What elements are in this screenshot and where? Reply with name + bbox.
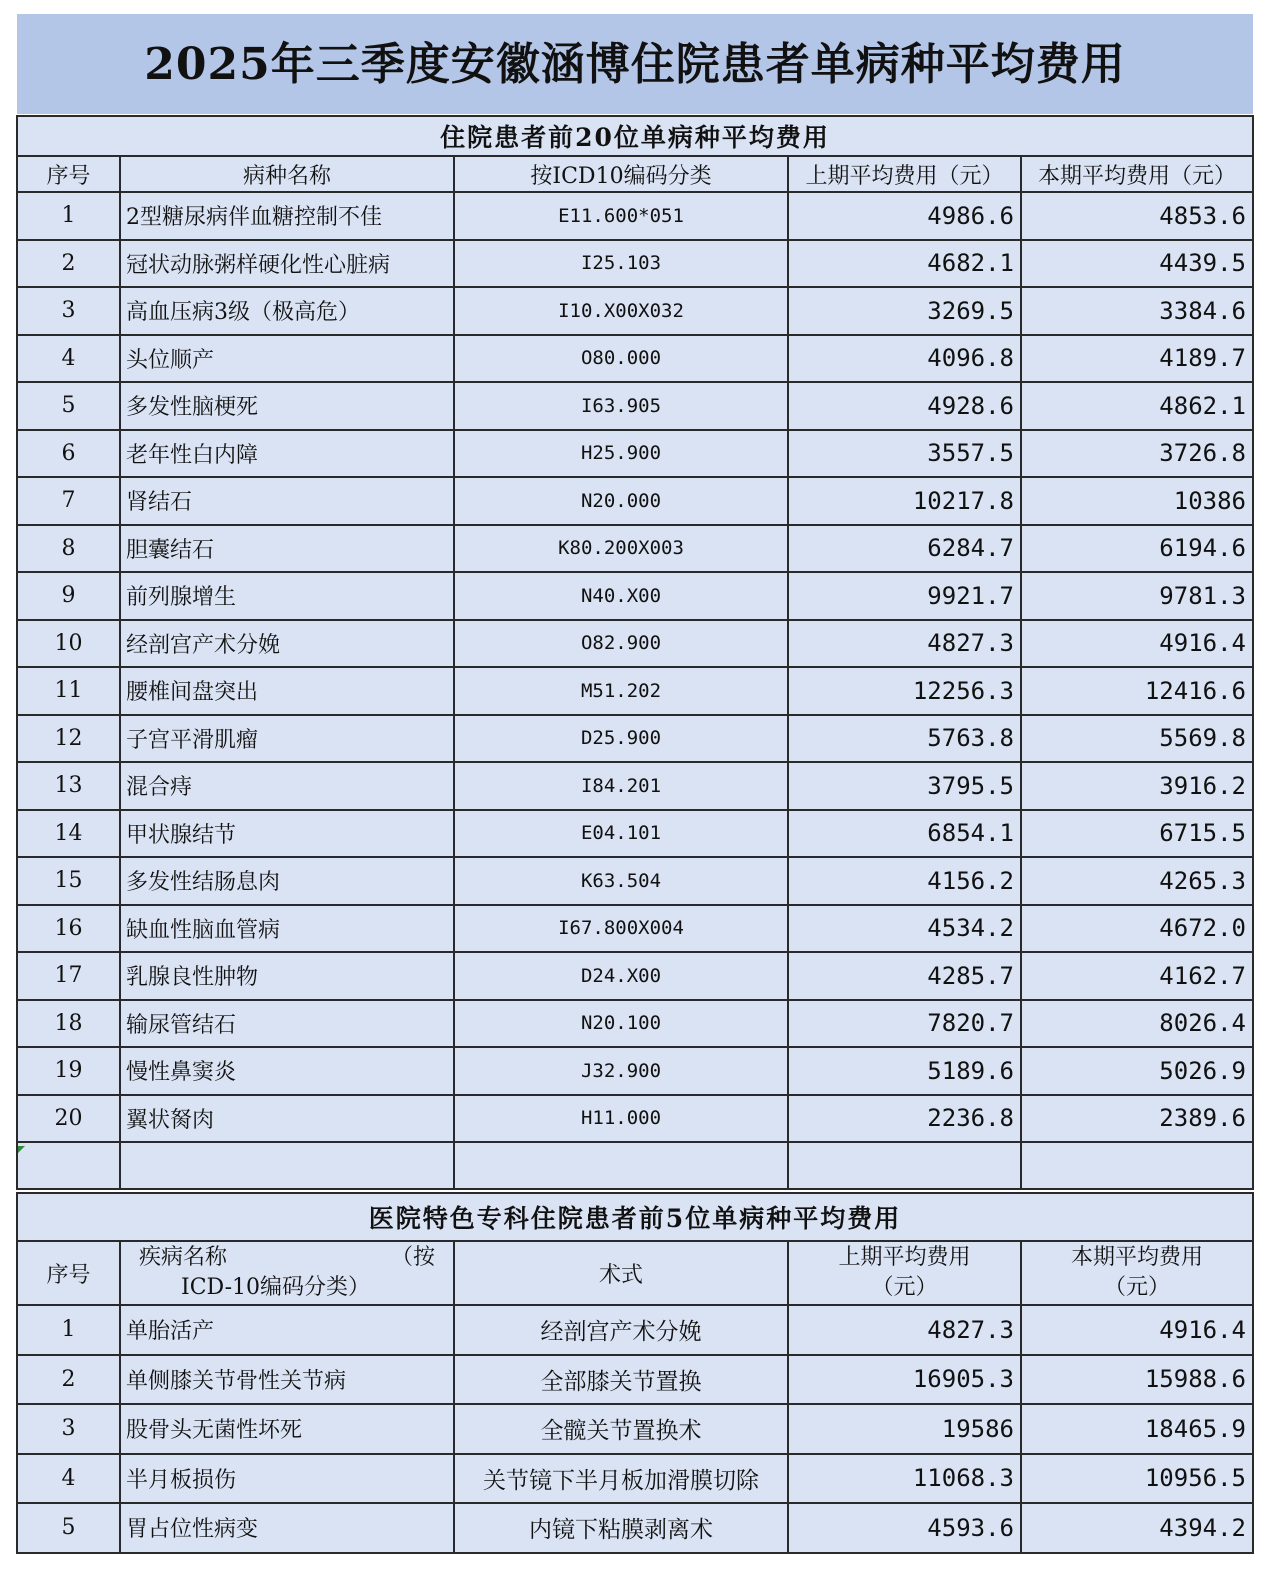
prev-avg-cost: 4928.6 [788, 382, 1021, 430]
curr-avg-cost: 2389.6 [1021, 1095, 1253, 1143]
table-row [17, 1047, 1253, 1095]
prev-avg-cost: 3795.5 [788, 762, 1021, 810]
table-row [17, 1503, 1253, 1553]
table-row [17, 1454, 1253, 1504]
row-index: 19 [17, 1047, 120, 1095]
icd10-code: D24.X00 [454, 952, 788, 1000]
disease-name: 混合痔 [120, 762, 454, 810]
table-row [17, 715, 1253, 763]
table-row [17, 1095, 1253, 1143]
col-header-curr-cost: 本期平均费用（元） [1021, 156, 1253, 192]
curr-avg-cost: 4862.1 [1021, 382, 1253, 430]
disease-name: 翼状胬肉 [120, 1095, 454, 1143]
disease-name: 头位顺产 [120, 335, 454, 383]
col-header-index: 序号 [17, 1241, 120, 1305]
curr-avg-cost: 4853.6 [1021, 192, 1253, 240]
col-header-disease-name-suffix: （按 [390, 1245, 435, 1270]
prev-avg-cost: 4096.8 [788, 335, 1021, 383]
table-row [17, 572, 1253, 620]
disease-name: 腰椎间盘突出 [120, 667, 454, 715]
curr-avg-cost: 15988.6 [1021, 1355, 1253, 1405]
prev-avg-cost: 6284.7 [788, 525, 1021, 573]
row-index: 18 [17, 1000, 120, 1048]
table-row [17, 240, 1253, 288]
curr-avg-cost: 4265.3 [1021, 857, 1253, 905]
table-row [17, 762, 1253, 810]
disease-name: 甲状腺结节 [120, 810, 454, 858]
disease-name: 多发性脑梗死 [120, 382, 454, 430]
prev-avg-cost: 4827.3 [788, 620, 1021, 668]
row-index: 2 [17, 240, 120, 288]
prev-avg-cost: 16905.3 [788, 1355, 1021, 1405]
row-index: 7 [17, 477, 120, 525]
row-index: 3 [17, 1404, 120, 1454]
col-header-curr-cost [1021, 1241, 1253, 1305]
icd10-code: H11.000 [454, 1095, 788, 1143]
table-row [17, 857, 1253, 905]
table-row [17, 905, 1253, 953]
prev-avg-cost: 5189.6 [788, 1047, 1021, 1095]
col-header-icd10-code: 按ICD10编码分类 [454, 156, 788, 192]
prev-avg-cost: 19586 [788, 1404, 1021, 1454]
icd10-code: D25.900 [454, 715, 788, 763]
curr-avg-cost: 4672.0 [1021, 905, 1253, 953]
empty-cell [17, 1142, 120, 1189]
prev-avg-cost: 6854.1 [788, 810, 1021, 858]
col-header-prev-cost [788, 1241, 1021, 1305]
row-index: 17 [17, 952, 120, 1000]
prev-avg-cost: 5763.8 [788, 715, 1021, 763]
row-index: 4 [17, 1454, 120, 1504]
prev-avg-cost: 2236.8 [788, 1095, 1021, 1143]
prev-avg-cost: 4593.6 [788, 1503, 1021, 1553]
prev-avg-cost: 4827.3 [788, 1305, 1021, 1355]
col-header-procedure: 术式 [454, 1241, 788, 1305]
icd10-code: I67.800X004 [454, 905, 788, 953]
curr-avg-cost: 8026.4 [1021, 1000, 1253, 1048]
curr-avg-cost: 5026.9 [1021, 1047, 1253, 1095]
icd10-code: N20.100 [454, 1000, 788, 1048]
table-row [17, 952, 1253, 1000]
row-index: 10 [17, 620, 120, 668]
disease-name: 股骨头无菌性坏死 [120, 1404, 454, 1454]
icd10-code: O82.900 [454, 620, 788, 668]
table-row [17, 192, 1253, 240]
icd10-code: N40.X00 [454, 572, 788, 620]
curr-avg-cost: 18465.9 [1021, 1404, 1253, 1454]
disease-name: 乳腺良性肿物 [120, 952, 454, 1000]
procedure: 内镜下粘膜剥离术 [454, 1503, 788, 1553]
row-index: 1 [17, 192, 120, 240]
row-index: 6 [17, 430, 120, 478]
prev-avg-cost: 3557.5 [788, 430, 1021, 478]
disease-name: 胆囊结石 [120, 525, 454, 573]
disease-name: 子宫平滑肌瘤 [120, 715, 454, 763]
prev-avg-cost: 4534.2 [788, 905, 1021, 953]
curr-avg-cost: 10386 [1021, 477, 1253, 525]
icd10-code: K63.504 [454, 857, 788, 905]
prev-avg-cost: 11068.3 [788, 1454, 1021, 1504]
disease-name: 单侧膝关节骨性关节病 [120, 1355, 454, 1405]
row-index: 20 [17, 1095, 120, 1143]
table-row [17, 1305, 1253, 1355]
row-index: 4 [17, 335, 120, 383]
row-index: 5 [17, 1503, 120, 1553]
disease-name: 输尿管结石 [120, 1000, 454, 1048]
prev-avg-cost: 4682.1 [788, 240, 1021, 288]
curr-avg-cost: 4439.5 [1021, 240, 1253, 288]
col-header-disease-name [120, 1241, 454, 1305]
title-banner [17, 14, 1253, 114]
curr-avg-cost: 3916.2 [1021, 762, 1253, 810]
row-index: 13 [17, 762, 120, 810]
row-index: 14 [17, 810, 120, 858]
icd10-code: I10.X00X032 [454, 287, 788, 335]
procedure: 关节镜下半月板加滑膜切除 [454, 1454, 788, 1504]
table-row [17, 382, 1253, 430]
curr-avg-cost: 5569.8 [1021, 715, 1253, 763]
icd10-code: K80.200X003 [454, 525, 788, 573]
curr-avg-cost: 3384.6 [1021, 287, 1253, 335]
curr-avg-cost: 6194.6 [1021, 525, 1253, 573]
disease-name: 2型糖尿病伴血糖控制不佳 [120, 192, 454, 240]
disease-name: 前列腺增生 [120, 572, 454, 620]
table-row [17, 667, 1253, 715]
empty-cell [1021, 1142, 1253, 1189]
specialty-top5-cost-table [16, 1192, 1254, 1554]
row-index: 11 [17, 667, 120, 715]
table-row [17, 430, 1253, 478]
col-header-curr-cost-line2: （元） [1103, 1275, 1170, 1300]
icd10-code: I25.103 [454, 240, 788, 288]
col-header-prev-cost-line1: 上期平均费用 [838, 1245, 971, 1270]
table-row [17, 477, 1253, 525]
prev-avg-cost: 3269.5 [788, 287, 1021, 335]
prev-avg-cost: 4156.2 [788, 857, 1021, 905]
prev-avg-cost: 4986.6 [788, 192, 1021, 240]
table-row [17, 335, 1253, 383]
table-row [17, 1000, 1253, 1048]
col-header-index: 序号 [17, 156, 120, 192]
col-header-curr-cost-line1: 本期平均费用 [1070, 1245, 1203, 1270]
curr-avg-cost: 3726.8 [1021, 430, 1253, 478]
curr-avg-cost: 4916.4 [1021, 1305, 1253, 1355]
disease-name: 肾结石 [120, 477, 454, 525]
procedure: 全髋关节置换术 [454, 1404, 788, 1454]
table-row [17, 525, 1253, 573]
curr-avg-cost: 6715.5 [1021, 810, 1253, 858]
row-index: 8 [17, 525, 120, 573]
icd10-code: N20.000 [454, 477, 788, 525]
col-header-prev-cost-line2: （元） [871, 1275, 938, 1300]
row-index: 1 [17, 1305, 120, 1355]
table-row [17, 1355, 1253, 1405]
disease-name: 经剖宫产术分娩 [120, 620, 454, 668]
col-header-prev-cost: 上期平均费用（元） [788, 156, 1021, 192]
empty-cell [454, 1142, 788, 1189]
curr-avg-cost: 4916.4 [1021, 620, 1253, 668]
procedure: 经剖宫产术分娩 [454, 1305, 788, 1355]
disease-name: 多发性结肠息肉 [120, 857, 454, 905]
table-row [17, 1404, 1253, 1454]
curr-avg-cost: 4394.2 [1021, 1503, 1253, 1553]
prev-avg-cost: 12256.3 [788, 667, 1021, 715]
row-index: 3 [17, 287, 120, 335]
empty-cell [120, 1142, 454, 1189]
top20-cost-table [16, 115, 1254, 1190]
icd10-code: M51.202 [454, 667, 788, 715]
icd10-code: J32.900 [454, 1047, 788, 1095]
empty-cell [788, 1142, 1021, 1189]
section2-heading: 医院特色专科住院患者前5位单病种平均费用 [17, 1193, 1253, 1241]
page-title: 2025年三季度安徽涵博住院患者单病种平均费用 [144, 39, 1126, 90]
prev-avg-cost: 4285.7 [788, 952, 1021, 1000]
icd10-code: I84.201 [454, 762, 788, 810]
row-index: 2 [17, 1355, 120, 1405]
cell-corner-marker [18, 1146, 25, 1153]
curr-avg-cost: 10956.5 [1021, 1454, 1253, 1504]
row-index: 5 [17, 382, 120, 430]
prev-avg-cost: 7820.7 [788, 1000, 1021, 1048]
disease-name: 高血压病3级（极高危） [120, 287, 454, 335]
row-index: 15 [17, 857, 120, 905]
icd10-code: E11.600*051 [454, 192, 788, 240]
procedure: 全部膝关节置换 [454, 1355, 788, 1405]
row-index: 12 [17, 715, 120, 763]
col-header-disease-name-line1: 疾病名称 [139, 1245, 228, 1270]
disease-name: 老年性白内障 [120, 430, 454, 478]
curr-avg-cost: 4162.7 [1021, 952, 1253, 1000]
table-row [17, 620, 1253, 668]
row-index: 9 [17, 572, 120, 620]
row-index: 16 [17, 905, 120, 953]
disease-name: 缺血性脑血管病 [120, 905, 454, 953]
disease-name: 慢性鼻窦炎 [120, 1047, 454, 1095]
prev-avg-cost: 9921.7 [788, 572, 1021, 620]
prev-avg-cost: 10217.8 [788, 477, 1021, 525]
icd10-code: H25.900 [454, 430, 788, 478]
col-header-disease-name-line2: ICD-10编码分类） [181, 1275, 370, 1300]
disease-name: 胃占位性病变 [120, 1503, 454, 1553]
disease-name: 半月板损伤 [120, 1454, 454, 1504]
curr-avg-cost: 12416.6 [1021, 667, 1253, 715]
section1-heading: 住院患者前20位单病种平均费用 [17, 116, 1253, 156]
col-header-disease-name: 病种名称 [120, 156, 454, 192]
disease-name: 冠状动脉粥样硬化性心脏病 [120, 240, 454, 288]
table-row [17, 287, 1253, 335]
disease-name: 单胎活产 [120, 1305, 454, 1355]
curr-avg-cost: 4189.7 [1021, 335, 1253, 383]
table-row [17, 810, 1253, 858]
icd10-code: I63.905 [454, 382, 788, 430]
icd10-code: O80.000 [454, 335, 788, 383]
curr-avg-cost: 9781.3 [1021, 572, 1253, 620]
icd10-code: E04.101 [454, 810, 788, 858]
